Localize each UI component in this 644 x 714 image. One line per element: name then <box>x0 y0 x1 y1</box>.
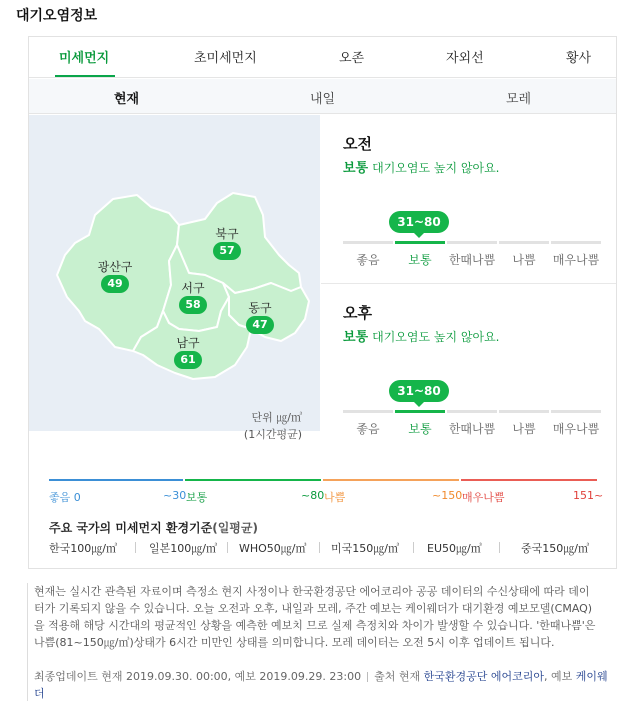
scale-label-30: ~30 <box>163 489 187 502</box>
period-am-title: 오전 <box>343 135 372 153</box>
scale-label-151: 151~ <box>573 489 604 502</box>
gwangju-map <box>29 115 320 431</box>
region-label-nam: 남구 <box>176 336 200 350</box>
day-selector <box>29 79 616 114</box>
pm-seg-bad <box>499 410 549 413</box>
pollutant-tabs <box>29 37 616 78</box>
am-grade-good: 좋음 <box>356 253 380 267</box>
standard-divider <box>413 542 414 553</box>
map-unit-period: (1시간평균) <box>243 428 302 441</box>
standard-japan: 일본100㎍/㎥ <box>149 542 217 555</box>
standard-divider <box>319 542 320 553</box>
am-grade-bad: 나쁨 <box>512 253 536 267</box>
tab-uv[interactable]: 자외선 <box>446 51 484 66</box>
scale-label-good: 좋음 0 <box>49 491 81 504</box>
pm-seg-normal <box>395 410 445 413</box>
source-link-airkorea[interactable]: 한국환경공단 에어코리아 <box>423 670 544 683</box>
region-value-seo: 58 <box>179 296 207 314</box>
region-map <box>29 115 320 441</box>
pm-range-pointer <box>414 402 424 407</box>
am-seg-normal <box>395 241 445 244</box>
day-tab-day-after[interactable]: 모레 <box>506 92 532 107</box>
standard-korea: 한국100㎍/㎥ <box>49 542 117 555</box>
map-unit: 단위 ㎍/㎥ <box>251 411 302 424</box>
source-mid: , 예보 <box>544 670 573 683</box>
source-prefix: 출처 현재 <box>374 670 421 683</box>
standards-title-text: 주요 국가의 미세먼지 환경기준 <box>49 521 213 535</box>
am-seg-very-bad <box>551 241 601 244</box>
notice-text: 현재는 실시간 관측된 자료이며 측정소 현지 사정이나 한국환경공단 에어코리아 공공 데이터의 수신상태에 따라 데이터가 기록되지 않을 수 있습니다. 오늘 오전과 오후, 내일과 모레, 주간 예보는 케이웨더가 대기환경 예보모델(CMAQ)을 적용해 해당 시간대의 평균적인 상황을 예측한 예보치 므로 실제 측정치와 차이가 발생할 수 있습니다. '한때나쁨'은 나쁨(81~150㎍/㎥)상태가 6시간 미만인 상태를 의미합니다. 모레 데이터는 오전 5시 이후 업데이트 됩니다. <box>34 585 596 649</box>
standard-eu: EU50㎍/㎥ <box>427 542 482 555</box>
standard-divider <box>227 542 228 553</box>
region-label-buk: 북구 <box>215 227 239 241</box>
pm-grade-bad: 나쁨 <box>512 422 536 436</box>
am-seg-brief-bad <box>447 241 497 244</box>
pm-grade-normal: 보통 <box>408 422 432 436</box>
am-message: 대기오염도 높지 않아요. <box>372 161 500 175</box>
pm-seg-brief-bad <box>447 410 497 413</box>
pm-grade-very-bad: 매우나쁨 <box>552 422 600 436</box>
tab-ultrafine-dust[interactable]: 초미세먼지 <box>194 51 257 66</box>
scale-label-150: ~150 <box>432 489 463 502</box>
pm-level: 보통 <box>343 330 369 345</box>
period-pm-title: 오후 <box>343 304 372 322</box>
source-link-kweather[interactable]: 케이웨더 <box>34 670 608 700</box>
am-range-badge: 31~80 <box>389 211 449 233</box>
scale-label-normal: 보통 <box>186 491 208 504</box>
forecast-pm-panel <box>321 284 616 436</box>
standard-usa: 미국150㎍/㎥ <box>331 542 399 555</box>
pm-message: 대기오염도 높지 않아요. <box>372 330 500 344</box>
scale-label-80: ~80 <box>301 489 325 502</box>
scale-bar-normal <box>185 479 321 481</box>
pm-grade-good: 좋음 <box>356 422 380 436</box>
standard-china: 중국150㎍/㎥ <box>521 542 589 555</box>
region-value-buk: 57 <box>213 242 241 260</box>
am-grade-very-bad: 매우나쁨 <box>552 253 600 267</box>
region-label-dong: 동구 <box>248 301 272 315</box>
footer <box>34 668 614 702</box>
standards-subtitle: (일평균) <box>212 521 258 535</box>
last-updated: 최종업데이트 현재 2019.09.30. 00:00, 예보 2019.09.29. 23:00 <box>34 670 362 683</box>
am-grade-normal: 보통 <box>408 253 432 267</box>
tab-yellow-dust[interactable]: 황사 <box>566 51 592 66</box>
scale-bar-very-bad <box>461 479 597 481</box>
scale-label-bad: 나쁨 <box>324 491 346 504</box>
day-tab-now[interactable]: 현재 <box>114 92 140 107</box>
region-label-gwangsan: 광산구 <box>97 260 133 274</box>
am-seg-good <box>343 241 393 244</box>
scale-bar-bad <box>323 479 459 481</box>
region-value-gwangsan: 49 <box>101 275 129 293</box>
region-label-seo: 서구 <box>181 281 205 295</box>
day-tab-tomorrow[interactable]: 내일 <box>310 92 336 107</box>
am-level: 보통 <box>343 161 369 176</box>
standard-divider <box>135 542 136 553</box>
pm-seg-very-bad <box>551 410 601 413</box>
am-seg-bad <box>499 241 549 244</box>
pm-seg-good <box>343 410 393 413</box>
standard-divider <box>499 542 500 553</box>
tab-ozone[interactable]: 오존 <box>339 51 365 66</box>
region-value-nam: 61 <box>174 351 202 369</box>
pm-range-badge: 31~80 <box>389 380 449 402</box>
active-tab-indicator <box>55 75 115 77</box>
air-quality-widget <box>28 36 617 569</box>
am-grade-brief-bad: 한때나쁨 <box>448 253 496 267</box>
page-title: 대기오염정보 <box>16 8 98 24</box>
am-range-pointer <box>414 233 424 238</box>
scale-label-very-bad: 매우나쁨 <box>462 491 505 504</box>
pm-grade-brief-bad: 한때나쁨 <box>448 422 496 436</box>
standard-who: WHO50㎍/㎥ <box>239 542 307 555</box>
scale-bar-good <box>49 479 183 481</box>
notice-bar <box>27 583 28 701</box>
footer-divider <box>367 672 368 682</box>
standards-title <box>49 519 258 536</box>
forecast-am-panel <box>321 115 616 283</box>
region-value-dong: 47 <box>246 316 274 334</box>
am-status <box>343 157 500 176</box>
pm-status <box>343 326 500 345</box>
tab-fine-dust[interactable]: 미세먼지 <box>59 51 110 66</box>
